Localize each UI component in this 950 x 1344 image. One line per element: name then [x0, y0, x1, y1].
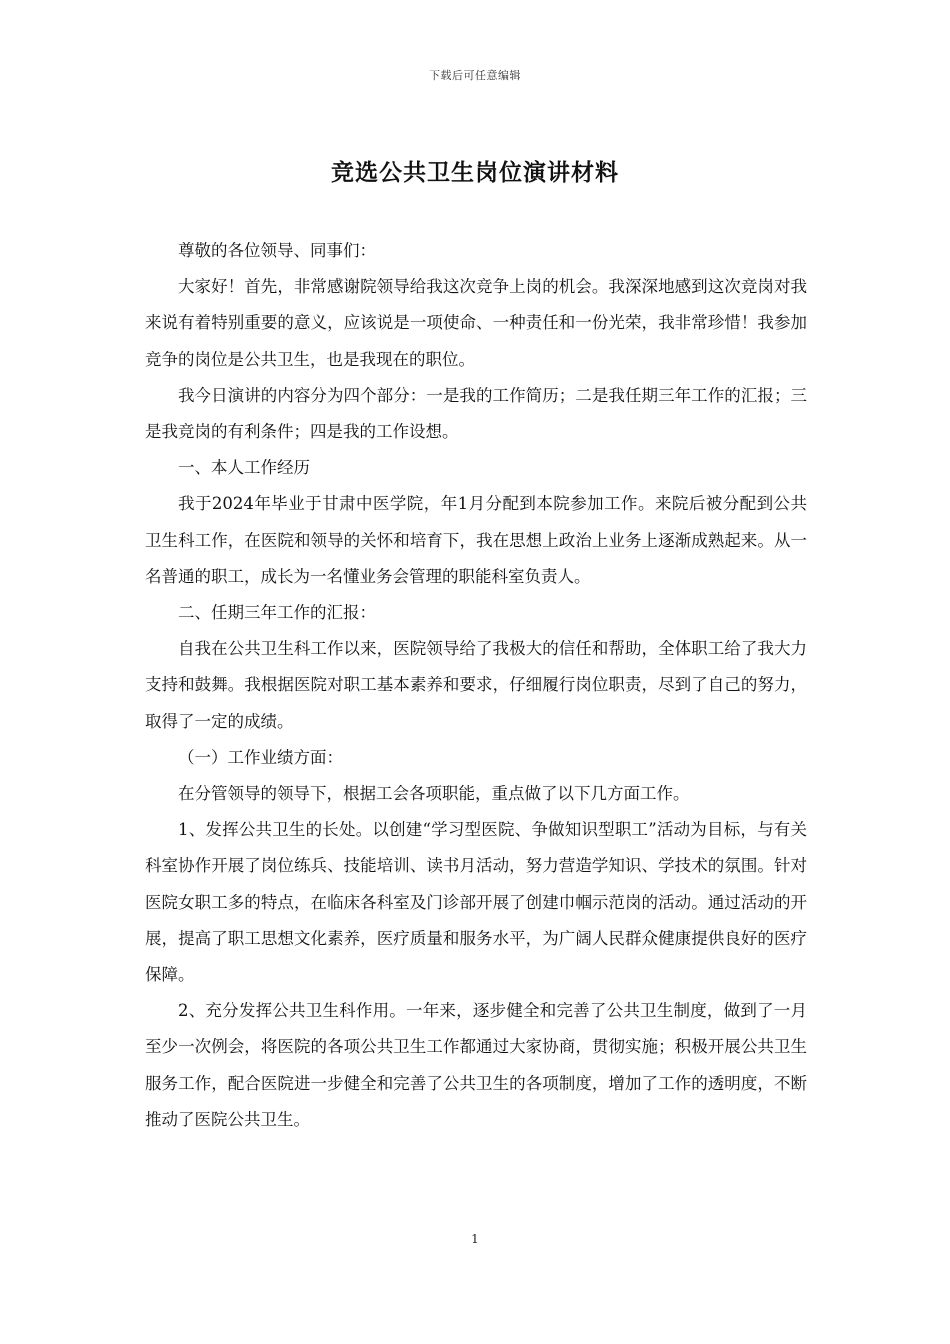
- paragraph: 自我在公共卫生科工作以来，医院领导给了我极大的信任和帮助，全体职工给了我大力支持和鼓舞。我根据医院对职工基本素养和要求，仔细履行岗位职责，尽到了自己的努力，取得了一定的成绩。: [145, 639, 807, 731]
- salutation: 尊敬的各位领导、同事们：: [178, 241, 376, 260]
- paragraph: 在分管领导的领导下，根据工会各项职能，重点做了以下几方面工作。: [178, 784, 690, 804]
- paragraph: 我于2024年毕业于甘肃中医学院，年1月分配到本院参加工作。来院后被分配到公共卫生科工作，在医院和领导的关怀和培育下，我在思想上政治上业务上逐渐成熟起来。从一名普通的职工，成长为一名懂业务会管理的职能科室负责人。: [145, 494, 807, 586]
- subsection-heading: （一）工作业绩方面：: [178, 747, 343, 767]
- paragraph: 1、发挥公共卫生的长处。以创建“学习型医院、争做知识型职工”活动为目标，与有关科室协作开展了岗位练兵、技能培训、读书月活动，努力营造学知识、学技术的氛围。针对医院女职工多的特点，在临床各科室及门诊部开展了创建巾帼示范岗的活动。通过活动的开展，提高了职工思想文化素养，医疗质量和服务水平，为广阔人民群众健康提供良好的医疗保障。: [145, 820, 807, 985]
- paragraph: 我今日演讲的内容分为四个部分：一是我的工作简历；二是我任期三年工作的汇报；三是我竞岗的有利条件；四是我的工作设想。: [145, 385, 807, 442]
- page-number: 1: [471, 1232, 479, 1246]
- paragraph: 大家好！首先，非常感谢院领导给我这次竞争上岗的机会。我深深地感到这次竞岗对我来说有着特别重要的意义，应该说是一项使命、一种责任和一份光荣，我非常珍惜！我参加竞争的岗位是公共卫生，也是我现在的职位。: [145, 277, 807, 369]
- document-title: 竞选公共卫生岗位演讲材料: [331, 159, 619, 186]
- section-heading: 一、本人工作经历: [178, 458, 310, 478]
- header-note: 下载后可任意编辑: [429, 69, 521, 82]
- paragraph: 2、充分发挥公共卫生科作用。一年来，逐步健全和完善了公共卫生制度，做到了一月至少一次例会，将医院的各项公共卫生工作都通过大家协商，贯彻实施；积极开展公共卫生服务工作，配合医院进一步健全和完善了公共卫生的各项制度，增加了工作的透明度，不断推动了医院公共卫生。: [145, 1001, 807, 1129]
- section-heading: 二、任期三年工作的汇报：: [178, 603, 376, 623]
- document-body: [145, 233, 807, 1138]
